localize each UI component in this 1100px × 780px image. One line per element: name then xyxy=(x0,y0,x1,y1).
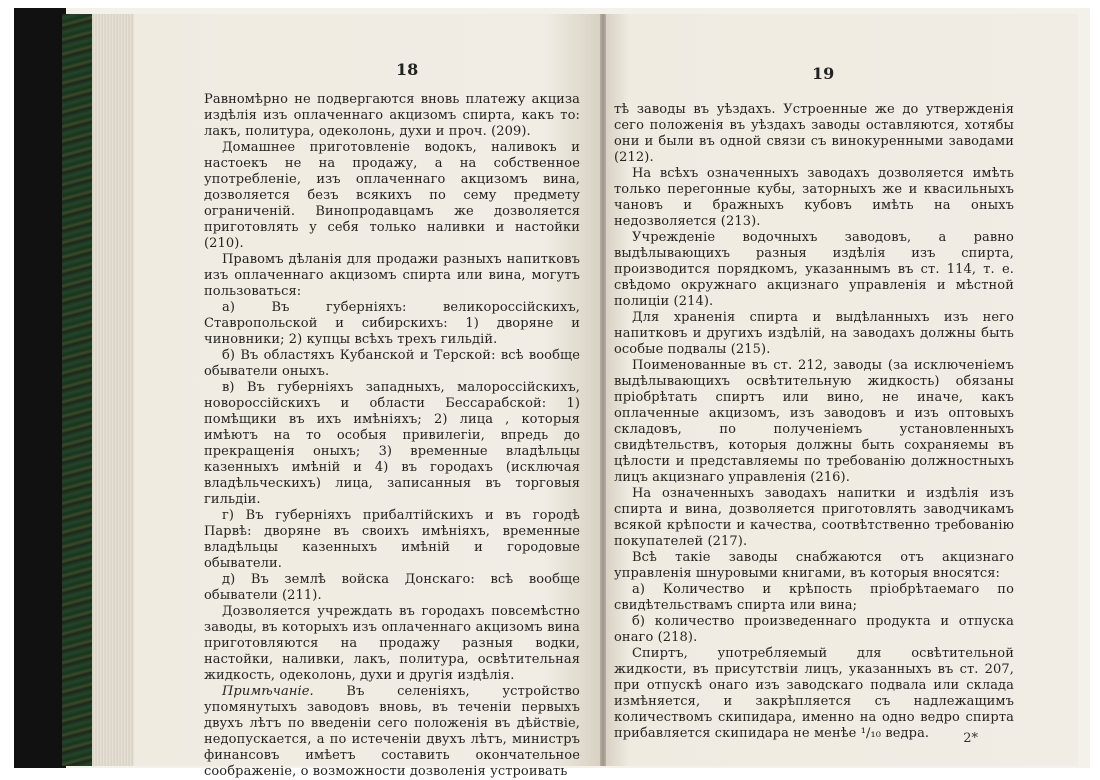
paragraph: д) Въ землѣ войска Донскаго: всѣ вообще обыватели (211). xyxy=(204,572,580,603)
left-page-number: 18 xyxy=(396,60,419,79)
right-page xyxy=(606,14,1078,766)
note-label: Примѣчаніе. xyxy=(222,684,314,699)
right-page-number: 19 xyxy=(812,64,835,83)
paragraph: Правомъ дѣланія для продажи разныхъ напитковъ изъ оплаченнаго акцизомъ спирта или вина, могутъ пользоваться: xyxy=(204,252,580,299)
paragraph: тѣ заводы въ уѣздахъ. Устроенные же до утвержденія сего положенія въ уѣздахъ заводы оставляются, хотябы они и были въ одной связи съ винокуренными заводами (212). xyxy=(614,102,1014,165)
right-page-body xyxy=(614,102,1014,742)
paragraph: Для храненія спирта и выдѣланныхъ изъ него напитковъ и другихъ издѣлій, на заводахъ должны быть особые подвалы (215). xyxy=(614,310,1014,357)
scanner-dark-edge xyxy=(14,8,66,768)
paragraph: Домашнее приготовленіе водокъ, наливокъ и настоекъ не на продажу, а на собственное употребленіе, изъ оплаченнаго акцизомъ вина, дозволяется безъ всякихъ по сему предмету ограниченій. Винопродавцамъ же дозволяется приготовлять у себя только наливки и настойки (210). xyxy=(204,140,580,251)
page-stack-edge xyxy=(92,14,134,766)
paragraph: На всѣхъ означенныхъ заводахъ дозволяется имѣть только перегонные кубы, заторныхъ же и квасильныхъ чановъ и бражныхъ кубовъ имѣть на оныхъ недозволяется (213). xyxy=(614,166,1014,229)
left-page-body xyxy=(204,92,580,780)
paragraph: г) Въ губерніяхъ прибалтійскихъ и въ городѣ Парвѣ: дворяне въ своихъ имѣніяхъ, временные владѣльцы казенныхъ имѣній и городовые обыватели. xyxy=(204,508,580,571)
paragraph: На означенныхъ заводахъ напитки и издѣлія изъ спирта и вина, дозволяется приготовлять заводчикамъ всякой крѣпости и качества, соотвѣтственно требованію покупателей (217). xyxy=(614,486,1014,549)
paragraph: Дозволяется учреждать въ городахъ повсемѣстно заводы, въ которыхъ изъ оплаченнаго акцизомъ вина приготовляются на продажу разныя водки, настойки, наливки, лакъ, политура, освѣтительная жидкость, одеколонь, духи и другія издѣлія. xyxy=(204,604,580,683)
note-text: Въ селеніяхъ, устройство упомянутыхъ заводовъ вновь, въ теченіи первыхъ двухъ лѣтъ по введеніи сего положенія въ дѣйствіе, недопускается, а по истеченіи двухъ лѣтъ, министръ финансовъ имѣетъ составить окончательное соображеніе, о возможности дозволенія устроивать xyxy=(204,684,580,779)
left-page xyxy=(134,14,600,779)
note-paragraph xyxy=(204,684,580,780)
paragraph: Спиртъ, употребляемый для освѣтительной жидкости, въ присутствіи лицъ, указанныхъ въ ст. 207, при отпускѣ онаго изъ заводскаго подвала или склада измѣняется, и закрѣпляется съ надлежащимъ количествомъ скипидара, именно на одно ведро спирта прибавляется скипидара не менѣе ¹/₁₀ ведра. xyxy=(614,646,1014,741)
paragraph: Всѣ такіе заводы снабжаются отъ акцизнаго управленія шнуровыми книгами, въ которыя вносятся: xyxy=(614,550,1014,581)
paragraph: Учрежденіе водочныхъ заводовъ, а равно выдѣлывающихъ разныя издѣлія изъ спирта, производится порядкомъ, указаннымъ въ ст. 114, т. е. свѣдомо окружнаго акцизнаго управленія и мѣстной полиціи (214). xyxy=(614,230,1014,309)
paragraph: б) Въ областяхъ Кубанской и Терской: всѣ вообще обыватели оныхъ. xyxy=(204,348,580,379)
paragraph: а) Въ губерніяхъ: великороссійскихъ, Ставропольской и сибирскихъ: 1) дворяне и чиновники; 2) купцы всѣхъ трехъ гильдій. xyxy=(204,300,580,347)
paragraph: Равномѣрно не подвергаются вновь платежу акциза издѣлія изъ оплаченнаго акцизомъ спирта, какъ то: лакъ, политура, одеколонь, духи и проч. (209). xyxy=(204,92,580,139)
paragraph: а) Количество и крѣпость пріобрѣтаемаго по свидѣтельствамъ спирта или вина; xyxy=(614,582,1014,613)
book-cover-edge xyxy=(62,14,92,766)
signature-mark: 2* xyxy=(963,731,978,746)
paragraph: б) количество произведеннаго продукта и отпуска онаго (218). xyxy=(614,614,1014,645)
paragraph: в) Въ губерніяхъ западныхъ, малороссійскихъ, новороссійскихъ и области Бессарабской: 1) помѣщики въ ихъ имѣніяхъ; 2) лица , которыя имѣютъ на то особыя привилегіи, впредь до прекращенія оныхъ; 3) временные владѣльцы казенныхъ имѣній и 4) въ городахъ (исключая владѣльческихъ) лица, записанныя въ торговыя гильдіи. xyxy=(204,380,580,507)
paragraph: Поименованные въ ст. 212, заводы (за исключеніемъ выдѣлывающихъ освѣтительную жидкость) обязаны пріобрѣтать спиртъ или вино, не иначе, какъ оплаченные акцизомъ, изъ заводовъ и изъ оптовыхъ складовъ, по полученіемъ установленныхъ свидѣтельствъ, которыя должны быть сохраняемы въ цѣлости и представляемы по требованію должностныхъ лицъ акцизнаго управленія (216). xyxy=(614,358,1014,485)
